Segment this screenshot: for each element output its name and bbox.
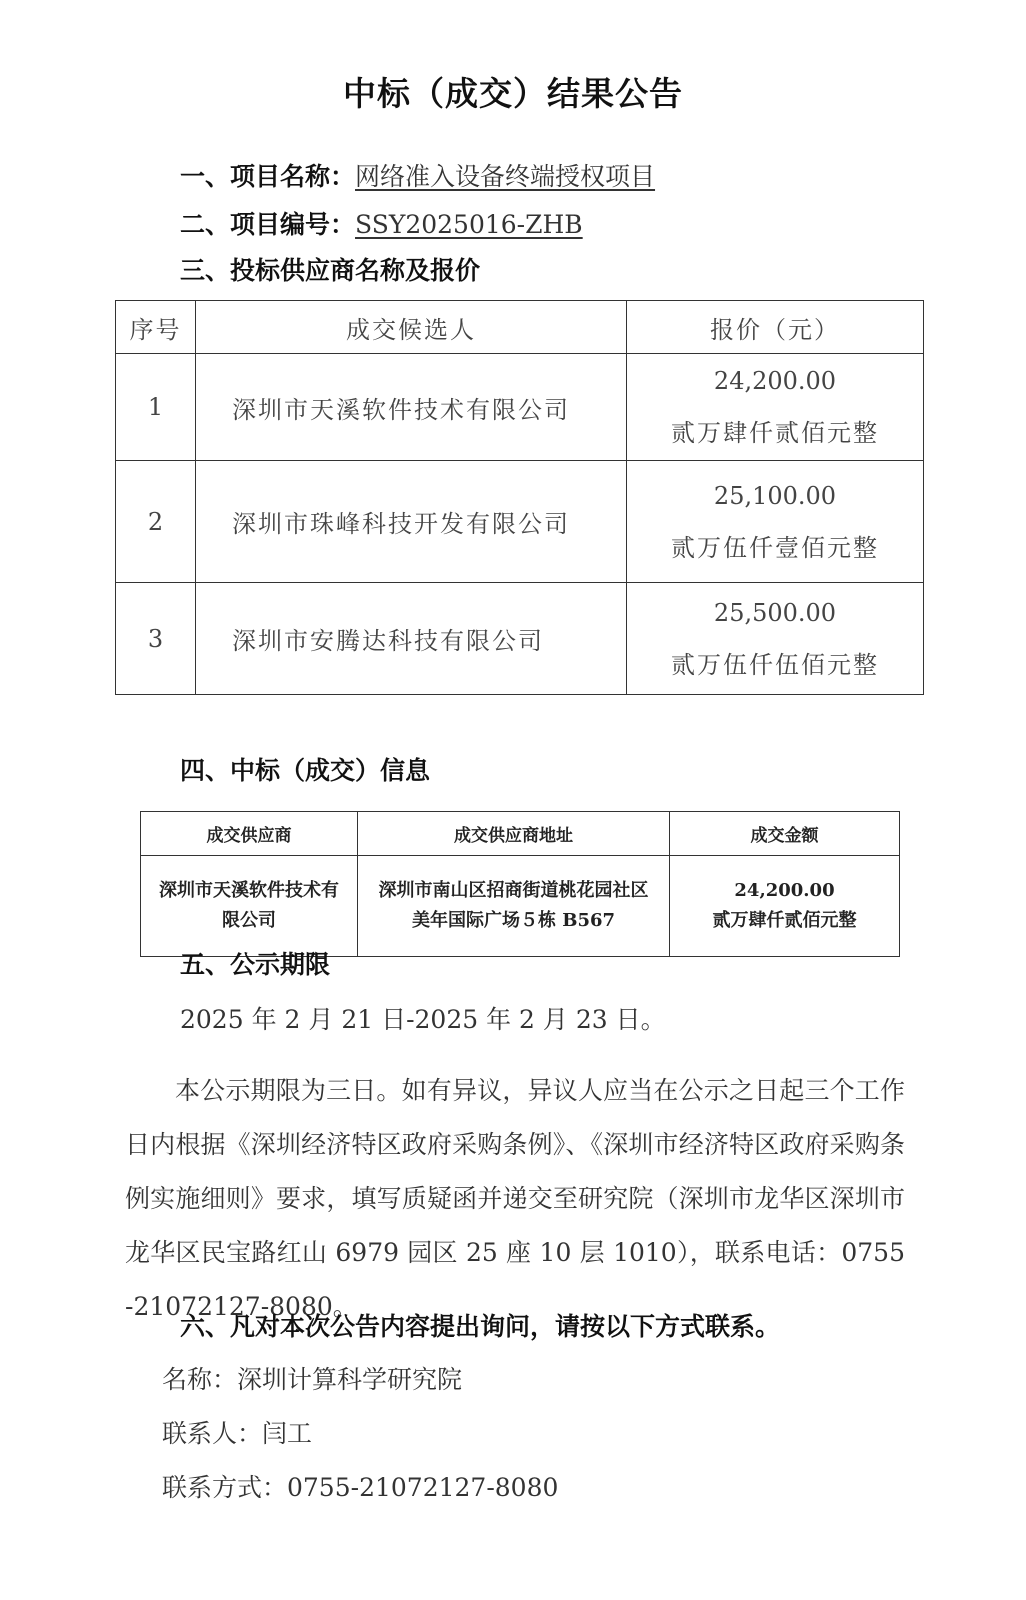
award-amount-chinese: 贰万肆仟贰佰元整 [712, 910, 857, 931]
table-row [116, 354, 924, 461]
bidders-heading: 三、投标供应商名称及报价 [180, 256, 481, 285]
award-amount-cell [670, 856, 900, 957]
col-header-candidate: 成交候选人 [196, 301, 627, 354]
award-supplier: 深圳市天溪软件技术有限公司 [141, 856, 358, 957]
row-no: 3 [116, 583, 196, 695]
publicity-paragraph: 本公示期限为三日。如有异议，异议人应当在公示之日起三个工作日内根据《深圳经济特区政府采购条例》、《深圳市经济特区政府采购条例实施细则》要求，填写质疑函并递交至研究院（深圳市龙华区深圳市龙华区民宝路红山 6979 园区 25 座 10 层 1010），联系电话：0755-21072127-8080。 [125, 1076, 905, 1321]
table-row [116, 583, 924, 695]
contact-heading: 六、凡对本次公告内容提出询问，请按以下方式联系。 [180, 1312, 781, 1341]
project-code-line [180, 205, 583, 241]
project-name-label: 一、项目名称： [180, 162, 356, 191]
project-code-label: 二、项目编号： [180, 210, 356, 239]
row-no: 1 [116, 354, 196, 461]
award-amount: 24,200.00 [734, 880, 835, 901]
table-row [116, 461, 924, 583]
table-row [141, 856, 900, 957]
award-heading: 四、中标（成交）信息 [180, 756, 431, 785]
row-price-amount: 25,500.00 [713, 598, 837, 627]
award-table [140, 811, 900, 957]
row-candidate-name: 深圳市天溪软件技术有限公司 [196, 354, 627, 461]
bidders-table-header [116, 301, 924, 354]
row-price-cell [627, 461, 924, 583]
contact-name: 名称：深圳计算科学研究院 [162, 1365, 463, 1394]
col-header-address: 成交供应商地址 [358, 812, 670, 856]
row-price-chinese: 贰万肆仟贰佰元整 [671, 419, 879, 447]
row-price-cell [627, 583, 924, 695]
award-table-header [141, 812, 900, 856]
project-name-line [180, 157, 655, 193]
page-title: 中标（成交）结果公告 [343, 74, 683, 113]
row-no: 2 [116, 461, 196, 583]
row-candidate-name: 深圳市珠峰科技开发有限公司 [196, 461, 627, 583]
publicity-heading: 五、公示期限 [180, 950, 331, 979]
col-header-price: 报价（元） [627, 301, 924, 354]
col-header-supplier: 成交供应商 [141, 812, 358, 856]
row-price-amount: 24,200.00 [713, 367, 837, 395]
contact-person: 联系人：闫工 [162, 1419, 313, 1448]
award-address: 深圳市南山区招商街道桃花园社区美年国际广场５栋 B567 [358, 856, 670, 957]
row-price-chinese: 贰万伍仟伍佰元整 [671, 650, 879, 679]
publicity-period: 2025 年 2 月 21 日-2025 年 2 月 23 日。 [180, 1005, 666, 1034]
bidders-table [115, 300, 924, 695]
contact-phone: 联系方式：0755-21072127-8080 [162, 1473, 559, 1502]
row-price-cell [627, 354, 924, 461]
project-code-value: SSY2025016-ZHB [355, 210, 583, 239]
row-candidate-name: 深圳市安腾达科技有限公司 [196, 583, 627, 695]
row-price-chinese: 贰万伍仟壹佰元整 [671, 533, 879, 562]
project-name-value: 网络准入设备终端授权项目 [355, 162, 656, 191]
col-header-amount: 成交金额 [670, 812, 900, 856]
col-header-no: 序号 [116, 301, 196, 354]
row-price-amount: 25,100.00 [713, 481, 837, 510]
